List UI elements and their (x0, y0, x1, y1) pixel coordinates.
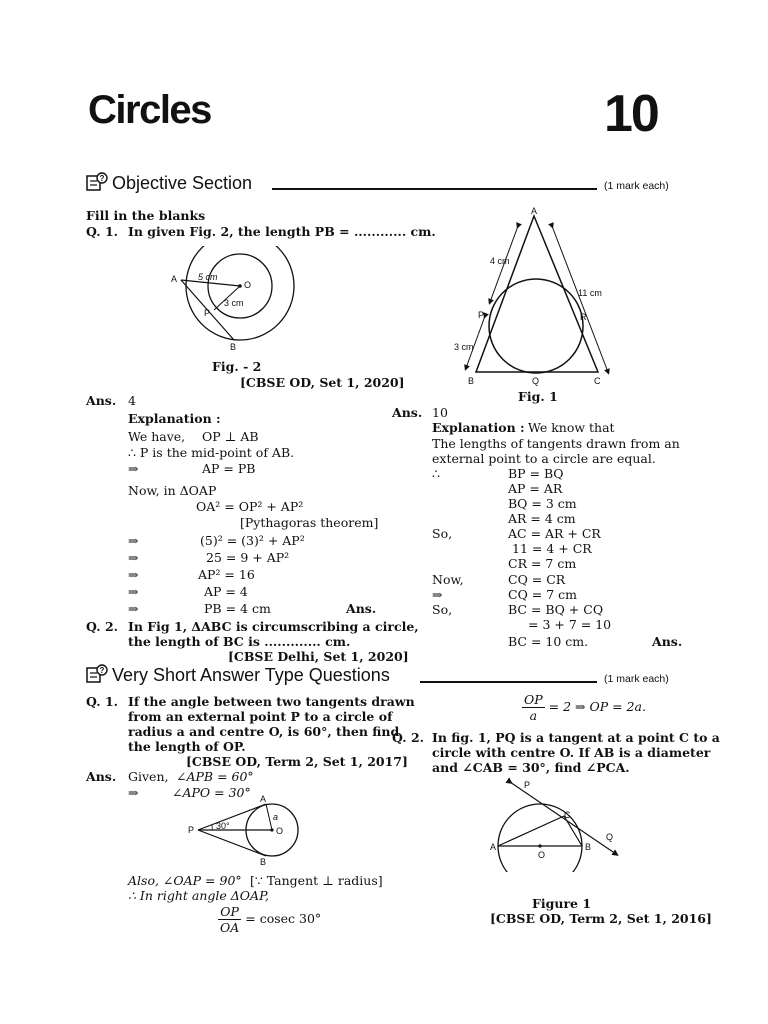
question-text: and ∠CAB = 30°, find ∠PCA. (432, 760, 630, 775)
question-source: [CBSE OD, Term 2, Set 1, 2016] (490, 911, 712, 926)
fig-label-b: B (585, 842, 592, 852)
implies-symbol: ⇒ (128, 601, 139, 616)
implies-symbol: ⇒ (128, 533, 139, 548)
explanation-label: Explanation : (128, 411, 221, 426)
solution-text: BC = BQ + CQ (508, 602, 604, 617)
solution-text: So, (432, 526, 453, 541)
objective-marks: (1 mark each) (604, 180, 669, 192)
implies-symbol: ⇒ (128, 550, 139, 565)
fig2-label-b: B (230, 342, 237, 352)
svg-text:?: ? (99, 666, 105, 675)
question-number: Q. 1. (86, 224, 119, 239)
answer-value: 10 (432, 405, 448, 420)
vsa-section-heading: Very Short Answer Type Questions (112, 665, 390, 685)
fraction-numerator: OP (524, 692, 543, 707)
solution-text: ∠APO = 30° (172, 785, 251, 800)
question-text: If the angle between two tangents drawn (128, 694, 415, 709)
solution-text: BQ = 3 cm (508, 496, 577, 511)
fraction-equation (218, 904, 321, 935)
solution-text: Now, (432, 572, 464, 587)
solution-text: PB = 4 cm (204, 601, 271, 616)
fig2-label-a: A (171, 274, 178, 284)
question-text: the length of OP. (128, 739, 246, 754)
fig2-caption: Fig. - 2 (212, 359, 262, 374)
solution-text: Given, (128, 769, 169, 784)
fig-label-angle: 30° (216, 821, 230, 831)
solution-text: 25 = 9 + AP² (206, 550, 290, 565)
solution-text: BP = BQ (508, 466, 564, 481)
solution-text: BC = 10 cm. (508, 634, 589, 649)
fraction-numerator: OP (218, 904, 241, 920)
question-text: from an external point P to a circle of (128, 709, 393, 724)
fig1-label-r: R (580, 312, 587, 322)
solution-text: AC = AR + CR (508, 526, 601, 541)
fraction-denominator: OA (220, 920, 240, 935)
question-text: In Fig 1, ΔABC is circumscribing a circle, (128, 619, 419, 634)
answer-end-label: Ans. (346, 601, 377, 616)
solution-text: CQ = CR (508, 572, 566, 587)
fig2-label-5cm: 5 cm (198, 272, 218, 282)
answer-end-label: Ans. (652, 634, 683, 649)
solution-text: AP = AR (508, 481, 563, 496)
implies-symbol: ⇒ (128, 785, 139, 800)
tangent-diameter-figure (488, 776, 624, 872)
question-number: Q. 2. (86, 619, 119, 634)
solution-text: (5)² = (3)² + AP² (200, 533, 305, 548)
answer-label: Ans. (86, 393, 117, 408)
solution-text: 11 = 4 + CR (512, 541, 592, 556)
fig-label-p: P (188, 825, 195, 835)
question-text: In fig. 1, PQ is a tangent at a point C to a (432, 730, 720, 745)
fig-label-b: B (260, 857, 267, 866)
solution-text: OP ⊥ AB (202, 429, 259, 444)
solution-text: Now, in ΔOAP (128, 483, 217, 498)
objective-section-heading: Objective Section (112, 173, 253, 193)
solution-text: So, (432, 602, 453, 617)
figure-1-triangle (448, 204, 618, 404)
fig1-caption: Fig. 1 (518, 389, 558, 404)
solution-text: AP² = 16 (198, 567, 255, 582)
fig1-label-a: A (531, 206, 538, 216)
question-source: [CBSE OD, Term 2, Set 1, 2017] (186, 754, 408, 769)
fraction-denominator: a (529, 708, 538, 723)
solution-text: ∴ In right angle ΔOAP, (128, 888, 269, 903)
solution-text: The lengths of tangents drawn from an (432, 436, 680, 451)
solution-text: AP = PB (202, 461, 256, 476)
fig1-label-q: Q (532, 376, 540, 386)
question-number: Q. 2. (392, 730, 425, 745)
tangents-figure (178, 794, 308, 866)
fig-label-p: P (524, 780, 531, 790)
fig-label-a-radius: a (273, 812, 279, 822)
answer-value: 4 (128, 393, 136, 408)
solution-text: We have, (128, 429, 186, 444)
fig1-label-4cm: 4 cm (490, 256, 510, 266)
question-text: In given Fig. 2, the length PB = ............ cm. (128, 224, 436, 239)
solution-text: ∴ P is the mid-point of AB. (128, 445, 295, 460)
fraction-rhs: = 2 ⇒ OP = 2a. (548, 699, 646, 714)
answer-label: Ans. (86, 769, 117, 784)
question-source: [CBSE Delhi, Set 1, 2020] (228, 649, 409, 664)
figure-caption: Figure 1 (532, 896, 592, 911)
explanation-label: Explanation : (432, 420, 525, 435)
fig2-label-p: P (204, 308, 211, 318)
solution-text: We know that (528, 420, 615, 435)
fig-label-a: A (490, 842, 497, 852)
objective-section-icon (86, 172, 108, 192)
solution-text: = 3 + 7 = 10 (528, 617, 612, 632)
fraction-equation (522, 692, 646, 723)
implies-symbol: ⇒ (128, 567, 139, 582)
solution-text: OA² = OP² + AP² (196, 499, 304, 514)
fig1-label-b: B (468, 376, 475, 386)
fig-label-q: Q (606, 832, 614, 842)
fig1-label-3cm: 3 cm (454, 342, 474, 352)
chapter-number: 10 (604, 85, 658, 143)
solution-text: CQ = 7 cm (508, 587, 578, 602)
fig1-label-p: P (478, 310, 485, 320)
fig2-source: [CBSE OD, Set 1, 2020] (240, 375, 405, 390)
svg-text:?: ? (99, 174, 105, 183)
fig-label-o: O (538, 850, 546, 860)
solution-text: ∠APB = 60° (176, 769, 254, 784)
solution-text: Also, ∠OAP = 90° (128, 873, 242, 888)
question-text: the length of BC is ............. cm. (128, 634, 351, 649)
implies-symbol: ⇒ (432, 587, 443, 602)
question-text: radius a and centre O, is 60°, then find (128, 724, 400, 739)
vsa-section-icon (86, 664, 108, 684)
solution-text: [Pythagoras theorem] (240, 515, 379, 530)
answer-label: Ans. (392, 405, 423, 420)
fig2-label-o: O (244, 280, 252, 290)
objective-heading-rule (272, 188, 597, 190)
solution-text: CR = 7 cm (508, 556, 577, 571)
vsa-marks: (1 mark each) (604, 673, 669, 685)
fraction (522, 692, 545, 723)
solution-text: [∵ Tangent ⊥ radius] (250, 873, 383, 888)
fig-label-a: A (260, 794, 267, 804)
fig-label-c: C (564, 810, 571, 820)
solution-text: AP = 4 (204, 584, 248, 599)
implies-symbol: ⇒ (128, 461, 139, 476)
chapter-title: Circles (88, 88, 211, 132)
fill-in-blanks-heading: Fill in the blanks (86, 208, 206, 223)
question-text: circle with centre O. If AB is a diameter (432, 745, 711, 760)
fig1-label-c: C (594, 376, 601, 386)
fig-label-o: O (276, 826, 284, 836)
fig1-label-11cm: 11 cm (578, 288, 602, 298)
figure-2-circles (168, 246, 318, 354)
vsa-heading-rule (420, 681, 597, 683)
solution-text: AR = 4 cm (508, 511, 576, 526)
fraction-rhs: = cosec 30° (245, 911, 322, 926)
fig2-label-3cm: 3 cm (224, 298, 244, 308)
question-number: Q. 1. (86, 694, 119, 709)
implies-symbol: ⇒ (128, 584, 139, 599)
therefore-symbol: ∴ (432, 466, 440, 481)
fraction (218, 904, 241, 935)
solution-text: external point to a circle are equal. (432, 451, 656, 466)
